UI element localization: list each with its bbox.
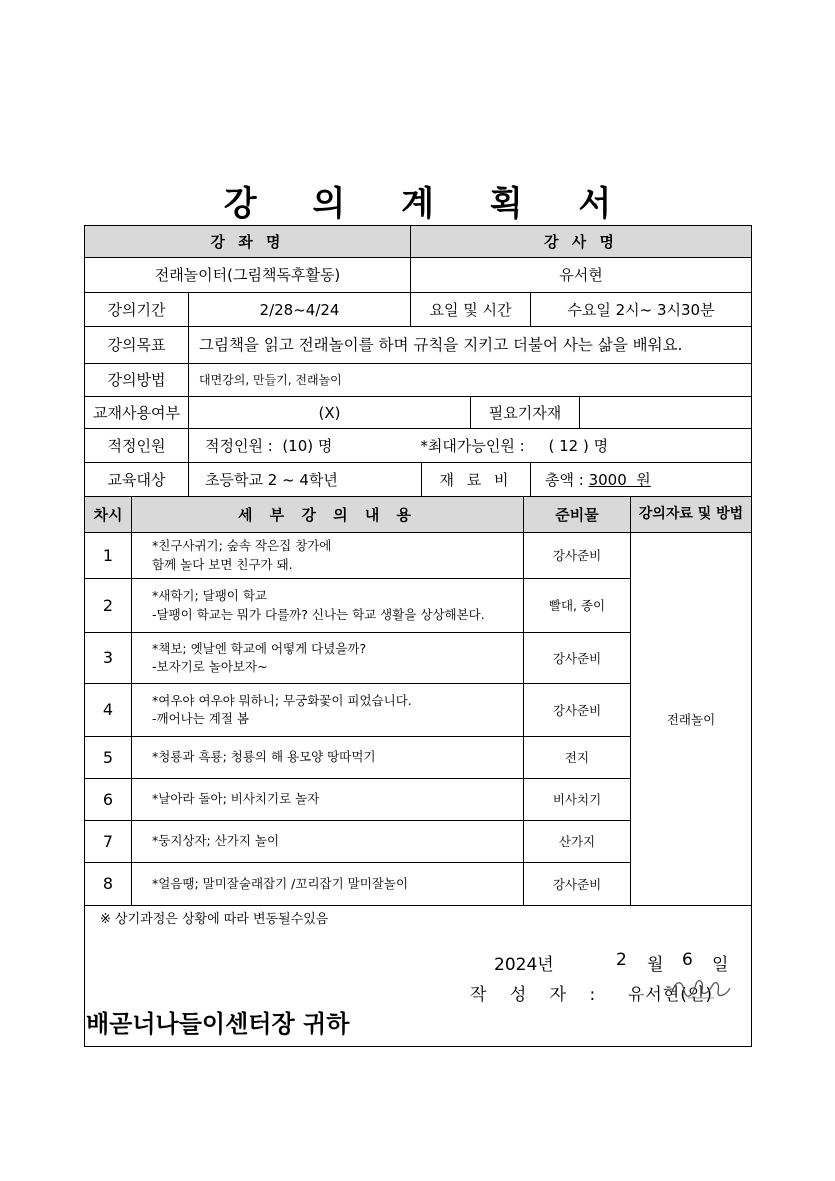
change-note: ※ 상기과정은 상황에 따라 변동될수있음 [100, 912, 329, 927]
prep-header: 준비물 [523, 496, 631, 533]
session-line: *청룡과 흑룡; 청룡의 해 용모양 땅따먹기 [152, 749, 376, 765]
resource-header: 강의자료 및 방법 [630, 496, 752, 533]
session-line: -깨어나는 계절 봄 [152, 711, 249, 726]
material-fee-prefix: 총액 : [545, 470, 589, 489]
signature-scribble [668, 972, 734, 1004]
schedule-value: 수요일 2시~ 3시30분 [530, 292, 752, 327]
textbook-label: 교재사용여부 [84, 396, 189, 429]
proper-capacity: 적정인원 : (10) 명 [205, 436, 333, 455]
material-fee-amount: 3000 원 [588, 470, 651, 489]
session-number: 3 [84, 632, 132, 684]
session-number: 1 [84, 532, 132, 579]
author-label: 작 성 자 : [470, 985, 605, 1005]
session-content [131, 578, 524, 633]
course-header: 강 좌 명 [84, 225, 411, 258]
session-line: *얼음땡; 말미잘술래잡기 /꼬리잡기 말미잘놀이 [152, 875, 409, 891]
date-day-unit: 일 [712, 955, 729, 975]
method-value: 대면강의, 만들기, 전래놀이 [188, 363, 752, 397]
session-content [131, 820, 524, 863]
detail-header: 세 부 강 의 내 용 [131, 496, 524, 533]
date-month: 2 [616, 950, 627, 970]
date-day: 6 [682, 950, 693, 970]
instructor-header: 강 사 명 [410, 225, 752, 258]
date-month-unit: 월 [647, 955, 664, 975]
session-prep: 강사준비 [523, 632, 631, 684]
session-content [131, 532, 524, 579]
session-prep: 강사준비 [523, 862, 631, 906]
date-year: 2024년 [494, 955, 554, 975]
instructor-name: 유서현 [410, 257, 752, 293]
session-content [131, 736, 524, 779]
capacity-value [188, 428, 752, 463]
session-prep: 전지 [523, 736, 631, 779]
material-fee-value [530, 462, 752, 497]
session-line: *새학기; 달팽이 학교 [152, 588, 268, 604]
session-number: 4 [84, 683, 132, 737]
session-prep: 빨대, 종이 [523, 578, 631, 633]
session-prep: 강사준비 [523, 683, 631, 737]
session-number: 5 [84, 736, 132, 779]
session-number: 7 [84, 820, 132, 863]
session-content [131, 683, 524, 737]
session-line: *책보; 옛날엔 학교에 어떻게 다녔을까? [152, 640, 367, 656]
handwritten-signature [668, 972, 734, 1009]
session-line: 함께 놀다 보면 친구가 돼. [152, 556, 293, 572]
session-header: 차시 [84, 496, 132, 533]
max-capacity: *최대가능인원 : ( 12 ) 명 [420, 436, 609, 455]
session-line: *친구사귀기; 숲속 작은집 창가에 [152, 538, 332, 554]
resource-value: 전래놀이 [630, 532, 752, 906]
material-fee-label: 재 료 비 [421, 462, 531, 497]
textbook-value: (X) [188, 396, 471, 429]
session-number: 2 [84, 578, 132, 633]
session-line: *여우야 여우야 뭐하니; 무궁화꽃이 피었습니다. [152, 692, 412, 708]
target-label: 교육대상 [84, 462, 189, 497]
document-title: 강 의 계 획 서 [223, 184, 634, 224]
schedule-label: 요일 및 시간 [410, 292, 531, 327]
equipment-value [579, 396, 752, 429]
course-name: 전래놀이터(그림책독후활동) [84, 257, 411, 293]
method-label: 강의방법 [84, 363, 189, 397]
session-line: *둥지상자; 산가지 놀이 [152, 833, 280, 849]
session-number: 6 [84, 778, 132, 821]
period-value: 2/28~4/24 [188, 292, 411, 327]
session-number: 8 [84, 862, 132, 906]
session-content [131, 778, 524, 821]
equipment-label: 필요기자재 [470, 396, 580, 429]
goal-label: 강의목표 [84, 326, 189, 364]
addressee: 배곧너나들이센터장 귀하 [86, 1010, 350, 1038]
session-line: *날아라 돌아; 비사치기로 놀자 [152, 791, 320, 807]
capacity-label: 적정인원 [84, 428, 189, 463]
session-prep: 비사치기 [523, 778, 631, 821]
period-label: 강의기간 [84, 292, 189, 327]
target-value: 초등학교 2 ~ 4학년 [188, 462, 422, 497]
author-name: 유서현(인) [628, 985, 713, 1005]
goal-value: 그림책을 읽고 전래놀이를 하며 규칙을 지키고 더불어 사는 삶을 배워요. [188, 326, 752, 364]
session-line: -보자기로 놀아보자~ [152, 659, 268, 674]
session-content [131, 632, 524, 684]
session-prep: 산가지 [523, 820, 631, 863]
session-content [131, 862, 524, 906]
session-line: -달팽이 학교는 뭐가 다를까? 신나는 학교 생활을 상상해본다. [152, 606, 485, 622]
session-prep: 강사준비 [523, 532, 631, 579]
